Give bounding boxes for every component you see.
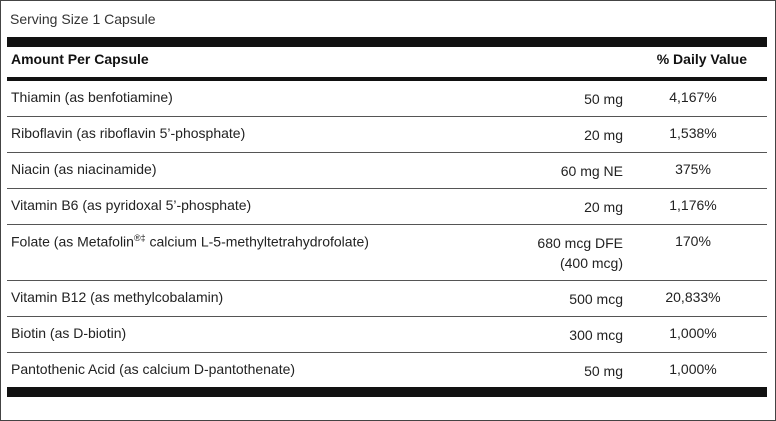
table-row bbox=[7, 189, 767, 225]
nutrient-amount bbox=[537, 233, 623, 273]
nutrient-daily-value: 20,833% bbox=[665, 289, 721, 305]
nutrient-name: Vitamin B12 (as methylcobalamin) bbox=[11, 289, 224, 305]
nutrient-amount: 50 mg bbox=[584, 363, 623, 379]
nutrient-name bbox=[11, 233, 369, 250]
table-row bbox=[7, 353, 767, 388]
table-row bbox=[7, 81, 767, 117]
nutrient-daily-value: 1,000% bbox=[669, 361, 717, 377]
nutrient-daily-value: 1,176% bbox=[669, 197, 717, 213]
nutrient-amount: 50 mg bbox=[584, 91, 623, 107]
registered-mark: ®‡ bbox=[133, 233, 146, 243]
amount-per-capsule-header: Amount Per Capsule bbox=[11, 51, 149, 67]
nutrient-daily-value: 4,167% bbox=[669, 89, 717, 105]
nutrient-daily-value: 1,538% bbox=[669, 125, 717, 141]
serving-size: Serving Size 1 Capsule bbox=[10, 11, 156, 27]
nutrient-name-suffix: calcium L-5-methyltetrahydrofolate) bbox=[145, 233, 369, 250]
nutrient-daily-value: 375% bbox=[675, 161, 711, 177]
nutrient-amount: 300 mcg bbox=[569, 327, 623, 343]
table-header bbox=[7, 47, 767, 77]
nutrient-name: Vitamin B6 (as pyridoxal 5’-phosphate) bbox=[11, 197, 252, 213]
nutrient-daily-value: 1,000% bbox=[669, 325, 717, 341]
table-row bbox=[7, 153, 767, 189]
nutrient-amount: 20 mg bbox=[584, 127, 623, 143]
nutrient-name: Pantothenic Acid (as calcium D-pantothenate) bbox=[11, 361, 296, 377]
nutrient-name-prefix: Folate (as Metafolin bbox=[11, 233, 134, 250]
nutrient-name: Riboflavin (as riboflavin 5’-phosphate) bbox=[11, 125, 246, 141]
table-row bbox=[7, 117, 767, 153]
top-divider-bar bbox=[7, 37, 767, 47]
nutrient-daily-value: 170% bbox=[675, 233, 711, 249]
table-row bbox=[7, 281, 767, 317]
nutrient-amount: 500 mcg bbox=[569, 291, 623, 307]
bottom-divider-bar bbox=[7, 387, 767, 397]
nutrient-amount-dfe: 680 mcg DFE bbox=[537, 235, 623, 251]
table-row bbox=[7, 225, 767, 281]
nutrient-name: Niacin (as niacinamide) bbox=[11, 161, 157, 177]
nutrient-amount: 60 mg NE bbox=[560, 163, 623, 179]
nutrient-table bbox=[7, 81, 767, 388]
nutrient-amount: 20 mg bbox=[584, 199, 623, 215]
nutrient-name: Biotin (as D-biotin) bbox=[11, 325, 127, 341]
nutrient-name: Thiamin (as benfotiamine) bbox=[11, 89, 173, 105]
nutrient-amount-mcg: (400 mcg) bbox=[559, 255, 623, 271]
daily-value-header: % Daily Value bbox=[656, 51, 747, 67]
table-row bbox=[7, 317, 767, 353]
